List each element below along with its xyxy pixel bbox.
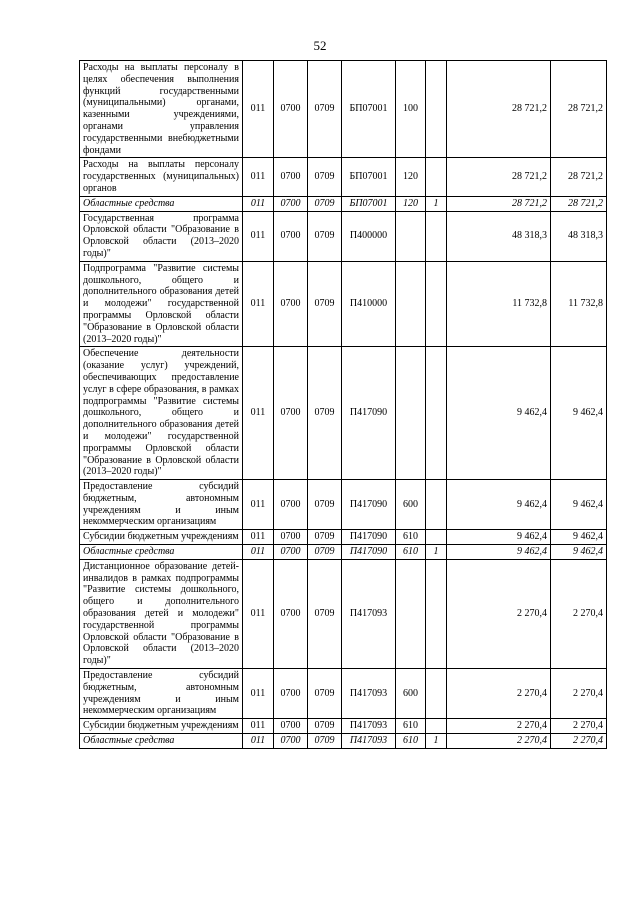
- target-article-cell: П417093: [342, 559, 396, 668]
- amount-total-cell: 2 270,4: [551, 719, 607, 734]
- funding-source-cell: [426, 261, 447, 347]
- row-name-cell: Расходы на выплаты персоналу государственных (муниципальных) органов: [80, 158, 243, 196]
- grbs-code-cell: 011: [243, 530, 274, 545]
- amount-total-cell: 28 721,2: [551, 196, 607, 211]
- subsection-code-cell: 0709: [308, 347, 342, 480]
- row-name-cell: Дистанционное образование детей-инвалидов в рамках подпрограммы "Развитие системы дошкольного, общего и дополнительного образования детей и молодежи" государственной программы Орловской области "Образование в Орловской области (2013–2020 годы)": [80, 559, 243, 668]
- amount-total-cell: 2 270,4: [551, 669, 607, 719]
- amount-total-cell: 48 318,3: [551, 211, 607, 261]
- section-code-cell: 0700: [274, 211, 308, 261]
- row-name-cell: Областные средства: [80, 734, 243, 749]
- section-code-cell: 0700: [274, 61, 308, 158]
- section-code-cell: 0700: [274, 719, 308, 734]
- amount-cell: 9 462,4: [447, 545, 551, 560]
- table-row: [80, 347, 607, 480]
- subsection-code-cell: 0709: [308, 261, 342, 347]
- funding-source-cell: 1: [426, 734, 447, 749]
- expense-type-cell: [396, 211, 426, 261]
- row-name-cell: Расходы на выплаты персоналу в целях обеспечения выполнения функций государственными (муниципальными) органами, казенными учреждениями, органами управления государственными внебюджетными фондами: [80, 61, 243, 158]
- amount-cell: 2 270,4: [447, 669, 551, 719]
- expense-type-cell: [396, 347, 426, 480]
- row-name-cell: Предоставление субсидий бюджетным, автономным учреждениям и иным некоммерческим организациям: [80, 480, 243, 530]
- subsection-code-cell: 0709: [308, 559, 342, 668]
- section-code-cell: 0700: [274, 559, 308, 668]
- amount-total-cell: 28 721,2: [551, 158, 607, 196]
- table-row: [80, 559, 607, 668]
- expense-type-cell: 600: [396, 669, 426, 719]
- funding-source-cell: [426, 347, 447, 480]
- funding-source-cell: [426, 669, 447, 719]
- target-article-cell: П417093: [342, 719, 396, 734]
- table-row: [80, 211, 607, 261]
- grbs-code-cell: 011: [243, 158, 274, 196]
- target-article-cell: П417093: [342, 734, 396, 749]
- amount-cell: 9 462,4: [447, 480, 551, 530]
- amount-total-cell: 2 270,4: [551, 559, 607, 668]
- row-name-cell: Государственная программа Орловской области "Образование в Орловской области (2013–2020 годы)": [80, 211, 243, 261]
- amount-cell: 2 270,4: [447, 719, 551, 734]
- grbs-code-cell: 011: [243, 734, 274, 749]
- amount-cell: 28 721,2: [447, 196, 551, 211]
- grbs-code-cell: 011: [243, 261, 274, 347]
- funding-source-cell: [426, 158, 447, 196]
- row-name-cell: Подпрограмма "Развитие системы дошкольного, общего и дополнительного образования детей и молодежи" государственной программы Орловской области "Образование в Орловской области (2013–2020 годы)": [80, 261, 243, 347]
- grbs-code-cell: 011: [243, 196, 274, 211]
- subsection-code-cell: 0709: [308, 719, 342, 734]
- amount-cell: 28 721,2: [447, 61, 551, 158]
- row-name-cell: Субсидии бюджетным учреждениям: [80, 719, 243, 734]
- funding-source-cell: [426, 480, 447, 530]
- subsection-code-cell: 0709: [308, 734, 342, 749]
- subsection-code-cell: 0709: [308, 61, 342, 158]
- amount-total-cell: 9 462,4: [551, 530, 607, 545]
- expense-type-cell: 100: [396, 61, 426, 158]
- grbs-code-cell: 011: [243, 211, 274, 261]
- table-row: [80, 261, 607, 347]
- expense-type-cell: [396, 559, 426, 668]
- subsection-code-cell: 0709: [308, 669, 342, 719]
- section-code-cell: 0700: [274, 196, 308, 211]
- table-body: [80, 61, 607, 749]
- amount-total-cell: 9 462,4: [551, 545, 607, 560]
- table-row: [80, 480, 607, 530]
- amount-total-cell: 2 270,4: [551, 734, 607, 749]
- expense-type-cell: 610: [396, 545, 426, 560]
- target-article-cell: П417090: [342, 480, 396, 530]
- row-name-cell: Предоставление субсидий бюджетным, автономным учреждениям и иным некоммерческим организациям: [80, 669, 243, 719]
- table-row: [80, 196, 607, 211]
- amount-cell: 9 462,4: [447, 530, 551, 545]
- expense-type-cell: 610: [396, 719, 426, 734]
- target-article-cell: БП07001: [342, 158, 396, 196]
- funding-source-cell: 1: [426, 545, 447, 560]
- budget-table: [79, 60, 607, 749]
- funding-source-cell: [426, 530, 447, 545]
- section-code-cell: 0700: [274, 545, 308, 560]
- table-row: [80, 545, 607, 560]
- grbs-code-cell: 011: [243, 61, 274, 158]
- funding-source-cell: [426, 211, 447, 261]
- amount-cell: 2 270,4: [447, 734, 551, 749]
- row-name-cell: Областные средства: [80, 545, 243, 560]
- amount-cell: 48 318,3: [447, 211, 551, 261]
- section-code-cell: 0700: [274, 480, 308, 530]
- target-article-cell: П417093: [342, 669, 396, 719]
- section-code-cell: 0700: [274, 530, 308, 545]
- subsection-code-cell: 0709: [308, 211, 342, 261]
- amount-cell: 9 462,4: [447, 347, 551, 480]
- expense-type-cell: 610: [396, 530, 426, 545]
- funding-source-cell: [426, 719, 447, 734]
- amount-cell: 11 732,8: [447, 261, 551, 347]
- page-number: 52: [313, 38, 327, 53]
- target-article-cell: БП07001: [342, 61, 396, 158]
- grbs-code-cell: 011: [243, 669, 274, 719]
- expense-type-cell: [396, 261, 426, 347]
- amount-cell: 28 721,2: [447, 158, 551, 196]
- expense-type-cell: 120: [396, 158, 426, 196]
- target-article-cell: БП07001: [342, 196, 396, 211]
- subsection-code-cell: 0709: [308, 530, 342, 545]
- section-code-cell: 0700: [274, 158, 308, 196]
- target-article-cell: П417090: [342, 347, 396, 480]
- amount-total-cell: 9 462,4: [551, 347, 607, 480]
- row-name-cell: Субсидии бюджетным учреждениям: [80, 530, 243, 545]
- grbs-code-cell: 011: [243, 480, 274, 530]
- table-row: [80, 530, 607, 545]
- funding-source-cell: 1: [426, 196, 447, 211]
- target-article-cell: П417090: [342, 530, 396, 545]
- subsection-code-cell: 0709: [308, 480, 342, 530]
- target-article-cell: П410000: [342, 261, 396, 347]
- amount-total-cell: 9 462,4: [551, 480, 607, 530]
- section-code-cell: 0700: [274, 261, 308, 347]
- table-row: [80, 669, 607, 719]
- target-article-cell: П417090: [342, 545, 396, 560]
- table-row: [80, 158, 607, 196]
- subsection-code-cell: 0709: [308, 196, 342, 211]
- subsection-code-cell: 0709: [308, 545, 342, 560]
- section-code-cell: 0700: [274, 734, 308, 749]
- subsection-code-cell: 0709: [308, 158, 342, 196]
- grbs-code-cell: 011: [243, 347, 274, 480]
- table-row: [80, 61, 607, 158]
- expense-type-cell: 610: [396, 734, 426, 749]
- table-row: [80, 719, 607, 734]
- row-name-cell: Обеспечение деятельности (оказание услуг) учреждений, обеспечивающих предоставление услуг в сфере образования, в рамках подпрограммы "Развитие системы дошкольного, общего и дополнительного образования детей и молодежи" государственной программы Орловской области "Образование в Орловской области (2013–2020 годы)": [80, 347, 243, 480]
- grbs-code-cell: 011: [243, 545, 274, 560]
- section-code-cell: 0700: [274, 669, 308, 719]
- grbs-code-cell: 011: [243, 559, 274, 668]
- funding-source-cell: [426, 61, 447, 158]
- amount-total-cell: 11 732,8: [551, 261, 607, 347]
- section-code-cell: 0700: [274, 347, 308, 480]
- expense-type-cell: 600: [396, 480, 426, 530]
- expense-type-cell: 120: [396, 196, 426, 211]
- table-row: [80, 734, 607, 749]
- row-name-cell: Областные средства: [80, 196, 243, 211]
- amount-total-cell: 28 721,2: [551, 61, 607, 158]
- funding-source-cell: [426, 559, 447, 668]
- target-article-cell: П400000: [342, 211, 396, 261]
- amount-cell: 2 270,4: [447, 559, 551, 668]
- grbs-code-cell: 011: [243, 719, 274, 734]
